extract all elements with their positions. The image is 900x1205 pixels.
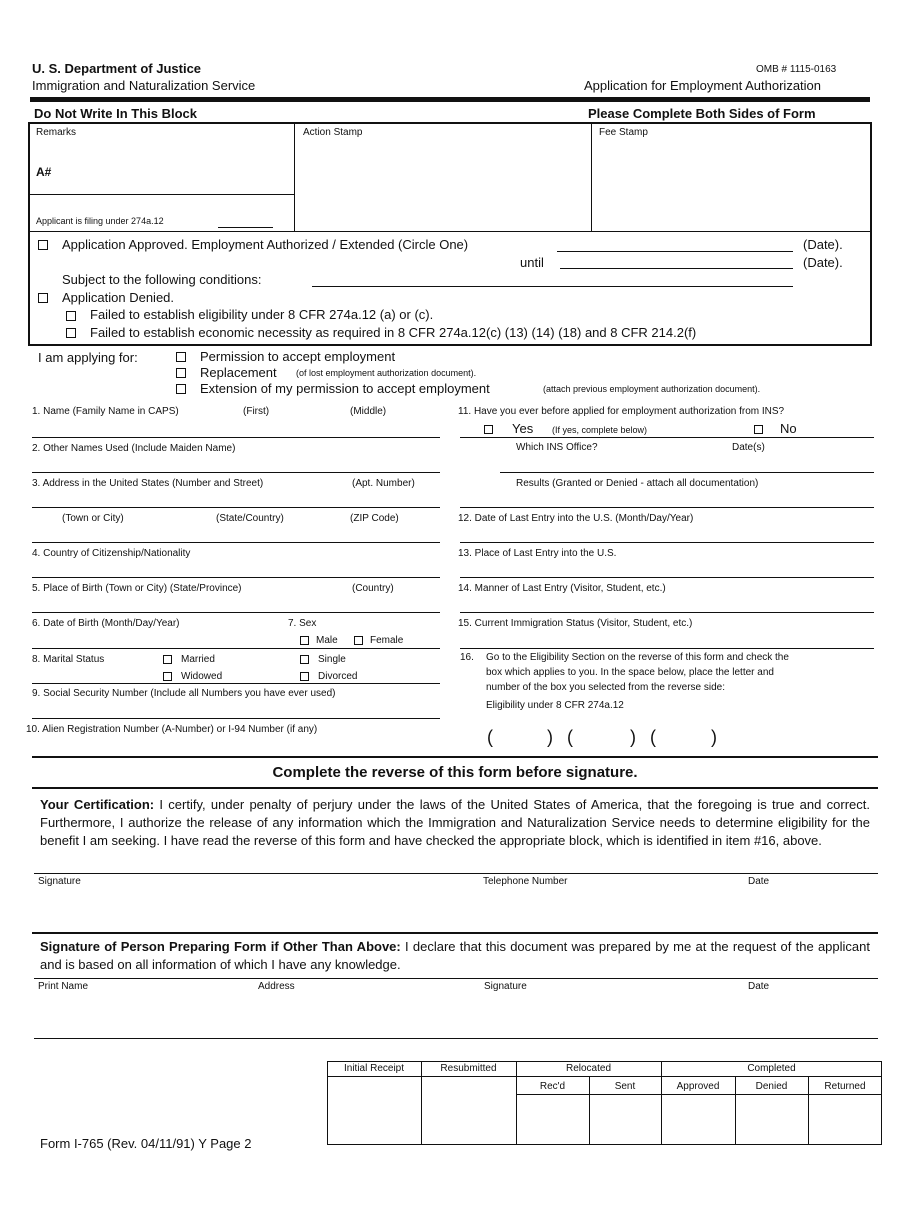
- denied-label: Application Denied.: [62, 290, 175, 305]
- approved-header: Approved: [676, 1081, 720, 1092]
- date-label: (Date).: [803, 237, 843, 252]
- department-name: U. S. Department of Justice: [32, 61, 202, 76]
- field-5-line[interactable]: [32, 612, 440, 613]
- preparer-date-label: Date: [748, 981, 770, 992]
- widowed-checkbox[interactable]: [163, 672, 172, 681]
- relocated-header: Relocated: [565, 1063, 612, 1074]
- field-1-line[interactable]: [32, 437, 440, 438]
- until-date-line[interactable]: [560, 268, 793, 269]
- single-label: Single: [318, 654, 346, 665]
- filing-under-line[interactable]: [218, 227, 273, 228]
- field-8-line: [32, 683, 440, 684]
- print-name-label: Print Name: [38, 981, 89, 992]
- failed-eligibility-label: Failed to establish eligibility under 8 CFR 274a.12 (a) or (c).: [90, 307, 434, 322]
- field-10-label: 10. Alien Registration Number (A-Number) or I-94 Number (if any): [26, 724, 318, 735]
- fee-stamp-label: Fee Stamp: [599, 127, 648, 138]
- field-4-line[interactable]: [32, 577, 440, 578]
- signature-label: Signature: [38, 876, 81, 887]
- divider: [327, 1076, 882, 1077]
- failed-economic-label: Failed to establish economic necessity as required in 8 CFR 274a.12(c) (13) (14) (18) and 8 CFR 214.2(f): [90, 325, 697, 340]
- preparer-text: [40, 938, 870, 974]
- denied-header: Denied: [755, 1081, 788, 1092]
- failed-eligibility-checkbox[interactable]: [66, 311, 76, 321]
- divorced-checkbox[interactable]: [300, 672, 309, 681]
- field-14-line[interactable]: [460, 612, 874, 613]
- please-complete-label: Please Complete Both Sides of Form: [588, 106, 816, 121]
- do-not-write-label: Do Not Write In This Block: [34, 106, 197, 121]
- widowed-label: Widowed: [181, 671, 223, 682]
- section-rule: [32, 932, 878, 934]
- date-label: (Date).: [803, 255, 843, 270]
- divider: [29, 194, 294, 195]
- certification-text: [40, 796, 870, 850]
- divorced-label: Divorced: [318, 671, 358, 682]
- complete-reverse-note: Complete the reverse of this form before signature.: [272, 764, 638, 781]
- divider: [294, 123, 295, 231]
- field-5-label: 5. Place of Birth (Town or City) (State/Province): [32, 583, 242, 594]
- field-3-apt-label: (Apt. Number): [352, 478, 415, 489]
- field-14-label: 14. Manner of Last Entry (Visitor, Student, etc.): [458, 583, 666, 594]
- field-4-label: 4. Country of Citizenship/Nationality: [32, 548, 191, 559]
- filing-under-label: Applicant is filing under 274a.12: [36, 216, 164, 226]
- until-label: until: [520, 255, 544, 270]
- single-checkbox[interactable]: [300, 655, 309, 664]
- date-label: Date: [748, 876, 770, 887]
- returned-header: Returned: [824, 1081, 866, 1092]
- preparer-signature-label: Signature: [484, 981, 527, 992]
- remarks-label: Remarks: [36, 127, 77, 138]
- no-label: No: [780, 421, 797, 436]
- sent-header: Sent: [614, 1081, 636, 1092]
- yes-checkbox[interactable]: [484, 425, 493, 434]
- form-id: Form I-765 (Rev. 04/11/91) Y Page 2: [40, 1136, 252, 1151]
- eligibility-paren: ): [711, 727, 717, 747]
- divider: [516, 1094, 882, 1095]
- field-2-line[interactable]: [32, 472, 440, 473]
- field-16-line1: Go to the Eligibility Section on the reverse of this form and check the: [486, 652, 789, 663]
- extension-note: (attach previous employment authorization document).: [543, 384, 761, 394]
- field-9-line[interactable]: [32, 718, 440, 719]
- applying-for-label: I am applying for:: [38, 350, 138, 365]
- field-12-label: 12. Date of Last Entry into the U.S. (Month/Day/Year): [458, 513, 694, 524]
- field-16-line2: box which applies to you. In the space below, place the letter and: [486, 667, 774, 678]
- female-checkbox[interactable]: [354, 636, 363, 645]
- certification-body: I certify, under penalty of perjury under the laws of the United States of America, that the foregoing is true and correct. Furthermore, I authorize the release of any information which the Immigration and Naturalization Service needs to determine eligibility for the benefit I am seeking. I have read the reverse of this form and have checked the appropriate block, which is identified in item #16, above.: [40, 797, 870, 848]
- results-label: Results (Granted or Denied - attach all documentation): [516, 478, 759, 489]
- omb-number: OMB # 1115-0163: [756, 64, 837, 75]
- field-1-middle-label: (Middle): [350, 406, 387, 417]
- field-7-label: 7. Sex: [288, 618, 317, 629]
- preparer-title: Signature of Person Preparing Form if Other Than Above:: [40, 939, 401, 954]
- divider: [29, 231, 871, 232]
- yes-note: (If yes, complete below): [552, 425, 648, 435]
- eligibility-paren: (: [567, 727, 573, 747]
- certification-rule: [34, 873, 878, 874]
- eligibility-paren: ): [630, 727, 636, 747]
- field-11-label: 11. Have you ever before applied for employment authorization from INS?: [458, 406, 785, 417]
- failed-economic-checkbox[interactable]: [66, 328, 76, 338]
- field-8-label: 8. Marital Status: [32, 654, 105, 665]
- field-1-first-label: (First): [243, 406, 270, 417]
- field-3-line[interactable]: [32, 507, 440, 508]
- preparer-rule: [34, 978, 878, 979]
- field-1-name-label: 1. Name (Family Name in CAPS): [32, 406, 179, 417]
- married-label: Married: [181, 654, 215, 665]
- extension-checkbox[interactable]: [176, 384, 186, 394]
- initial-receipt-header: Initial Receipt: [343, 1063, 405, 1074]
- field-2-label: 2. Other Names Used (Include Maiden Name): [32, 443, 236, 454]
- approved-checkbox[interactable]: [38, 240, 48, 250]
- replacement-checkbox[interactable]: [176, 368, 186, 378]
- a-number-label: A#: [36, 165, 52, 179]
- section-rule: [32, 756, 878, 758]
- denied-checkbox[interactable]: [38, 293, 48, 303]
- field-3-label: 3. Address in the United States (Number and Street): [32, 478, 264, 489]
- field-12-line[interactable]: [460, 542, 874, 543]
- field-3-town-line[interactable]: [32, 542, 440, 543]
- eligibility-paren: (: [650, 727, 656, 747]
- field-11-line: [460, 437, 874, 438]
- field-5-country-label: (Country): [352, 583, 394, 594]
- eligibility-paren: (: [487, 727, 493, 747]
- dates-label: Date(s): [732, 442, 765, 453]
- subject-to-label: Subject to the following conditions:: [62, 272, 262, 287]
- telephone-label: Telephone Number: [483, 876, 568, 887]
- date-line[interactable]: [557, 251, 793, 252]
- completed-header: Completed: [747, 1063, 796, 1074]
- field-16-number: 16.: [460, 652, 474, 663]
- permission-checkbox[interactable]: [176, 352, 186, 362]
- male-checkbox[interactable]: [300, 636, 309, 645]
- field-16-line3: number of the box you selected from the reverse side:: [486, 682, 726, 693]
- field-13-line[interactable]: [460, 577, 874, 578]
- results-line[interactable]: [460, 507, 874, 508]
- resubmitted-header: Resubmitted: [440, 1063, 497, 1074]
- service-name: Immigration and Naturalization Service: [32, 78, 256, 93]
- divider: [591, 123, 592, 231]
- recd-header: Rec'd: [539, 1081, 566, 1092]
- which-office-label: Which INS Office?: [516, 442, 598, 453]
- field-9-label: 9. Social Security Number (Include all Numbers you have ever used): [32, 688, 336, 699]
- certification-title: Your Certification:: [40, 797, 155, 812]
- female-label: Female: [370, 635, 404, 646]
- form-title: Application for Employment Authorization: [584, 78, 822, 93]
- field-13-label: 13. Place of Last Entry into the U.S.: [458, 548, 617, 559]
- field-3-state-label: (State/Country): [216, 513, 284, 524]
- conditions-line[interactable]: [312, 286, 793, 287]
- extension-label: Extension of my permission to accept employment: [200, 381, 490, 396]
- yes-label: Yes: [512, 421, 534, 436]
- action-stamp-label: Action Stamp: [303, 127, 363, 138]
- eligibility-label: Eligibility under 8 CFR 274a.12: [486, 700, 624, 711]
- male-label: Male: [316, 635, 338, 646]
- field-6-line[interactable]: [32, 648, 440, 649]
- preparer-bottom-rule: [34, 1038, 878, 1039]
- married-checkbox[interactable]: [163, 655, 172, 664]
- field-3-town-label: (Town or City): [62, 513, 124, 524]
- field-6-label: 6. Date of Birth (Month/Day/Year): [32, 618, 180, 629]
- preparer-body: I declare that this document was prepared by me at the request of the applicant and is based on all information of which I have any knowledge.: [40, 939, 870, 972]
- section-rule: [32, 787, 878, 789]
- replacement-label: Replacement: [200, 365, 277, 380]
- eligibility-paren: ): [547, 727, 553, 747]
- field-3-zip-label: (ZIP Code): [350, 513, 399, 524]
- header-rule: [30, 97, 870, 102]
- address-label: Address: [258, 981, 295, 992]
- which-office-line[interactable]: [500, 472, 874, 473]
- field-15-label: 15. Current Immigration Status (Visitor, Student, etc.): [458, 618, 693, 629]
- approved-label: Application Approved. Employment Authorized / Extended (Circle One): [62, 237, 469, 252]
- field-15-line[interactable]: [460, 648, 874, 649]
- permission-label: Permission to accept employment: [200, 349, 396, 364]
- replacement-note: (of lost employment authorization document).: [296, 368, 477, 378]
- no-checkbox[interactable]: [754, 425, 763, 434]
